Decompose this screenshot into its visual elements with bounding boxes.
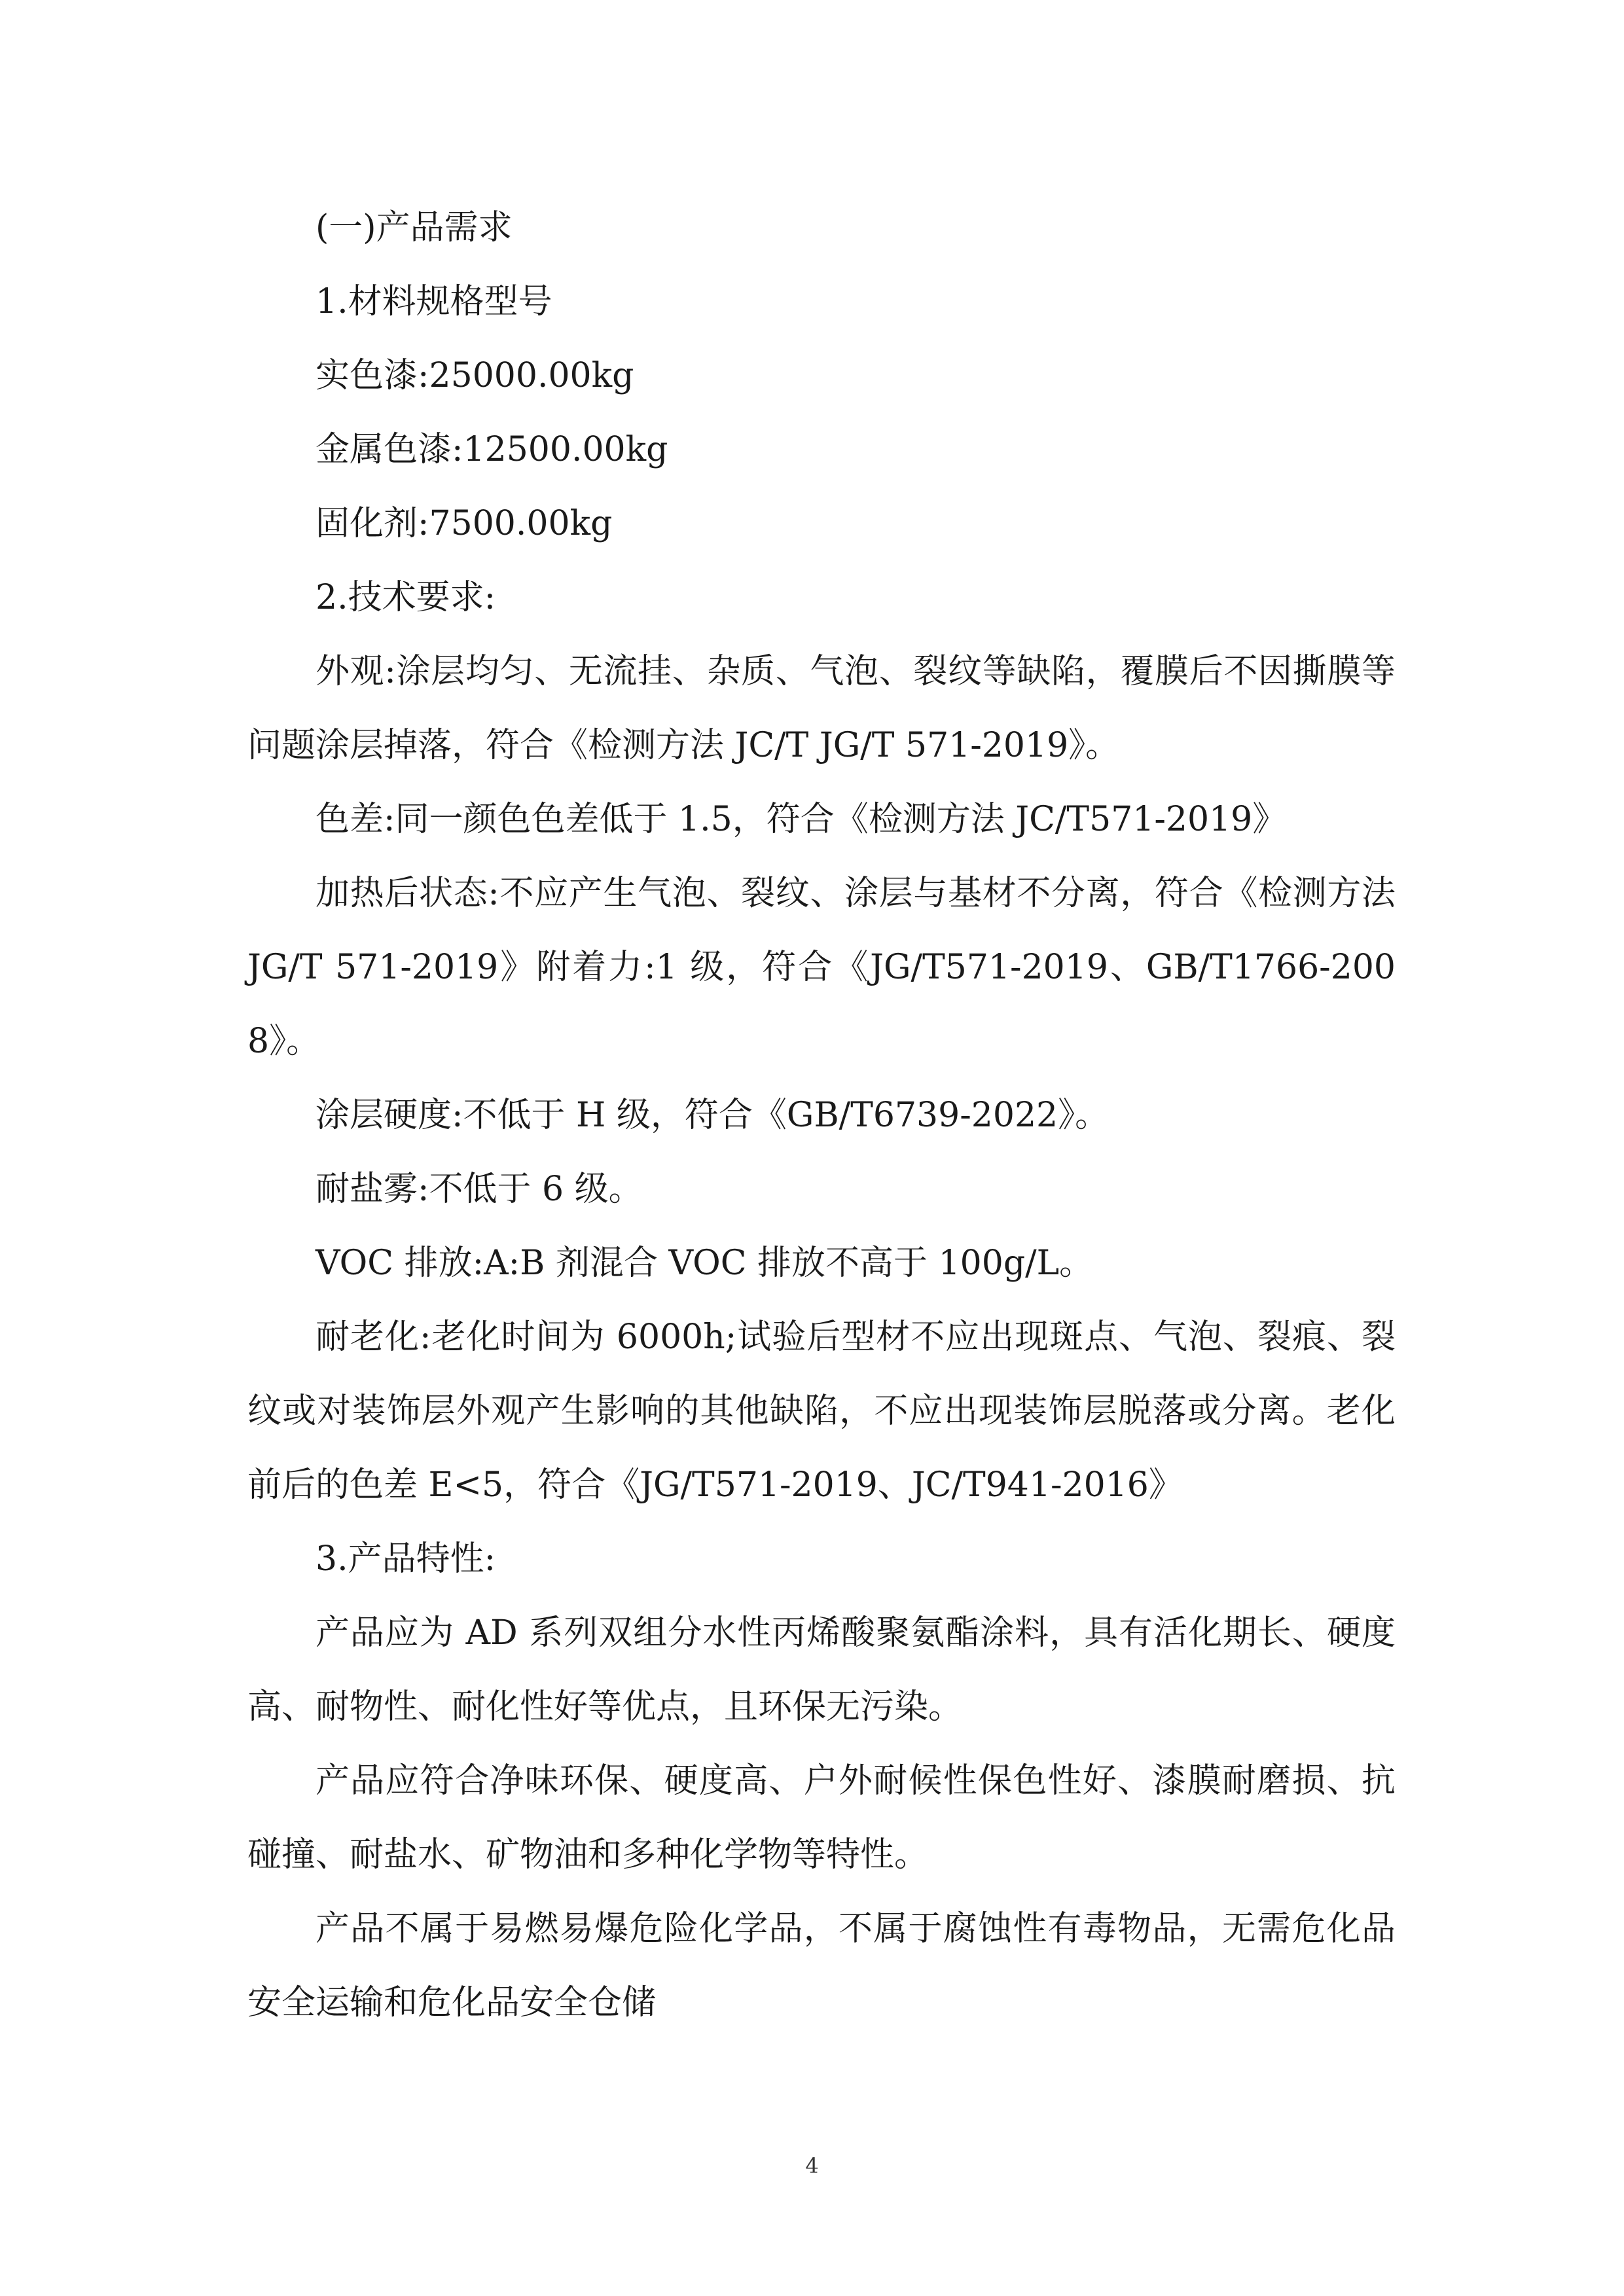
requirement-paragraph: 涂层硬度:不低于 H 级，符合《GB/T6739-2022》。 — [316, 1096, 1110, 1135]
document-body — [247, 191, 1396, 2040]
subsection-heading: 3.产品特性: — [316, 1539, 496, 1579]
feature-paragraph: 产品应为 AD 系列双组分水性丙烯酸聚氨酯涂料，具有活化期长、硬度高、耐物性、耐化性好等优点，且环保无污染。 — [247, 1613, 1396, 1727]
requirement-paragraph: 外观:涂层均匀、无流挂、杂质、气泡、裂纹等缺陷，覆膜后不因撕膜等问题涂层掉落，符合《检测方法 JC/T JG/T 571-2019》。 — [247, 652, 1396, 765]
section-heading: (一)产品需求 — [316, 208, 513, 247]
page-number: 4 — [805, 2153, 819, 2178]
requirement-paragraph: 加热后状态:不应产生气泡、裂纹、涂层与基材不分离，符合《检测方法 JG/T 571-2019》附着力:1 级，符合《JG/T571-2019、GB/T1766-2008》。 — [247, 874, 1396, 1061]
feature-paragraph: 产品不属于易燃易爆危险化学品，不属于腐蚀性有毒物品，无需危化品安全运输和危化品安全仓储 — [247, 1909, 1396, 2022]
subsection-heading: 1.材料规格型号 — [316, 282, 552, 321]
feature-paragraph: 产品应符合净味环保、硬度高、户外耐候性保色性好、漆膜耐磨损、抗碰撞、耐盐水、矿物油和多种化学物等特性。 — [247, 1761, 1396, 1874]
subsection-heading: 2.技术要求: — [316, 578, 496, 617]
requirement-paragraph: VOC 排放:A:B 剂混合 VOC 排放不高于 100g/L。 — [316, 1244, 1094, 1283]
requirement-paragraph: 耐盐雾:不低于 6 级。 — [316, 1170, 643, 1209]
requirement-paragraph: 耐老化:老化时间为 6000h;试验后型材不应出现斑点、气泡、裂痕、裂纹或对装饰层外观产生影响的其他缺陷，不应出现装饰层脱落或分离。老化前后的色差 E<5，符合《JG/T571-2019、JC/T941-2016》 — [247, 1318, 1396, 1505]
requirement-paragraph: 色差:同一颜色色差低于 1.5，符合《检测方法 JC/T571-2019》 — [316, 800, 1287, 839]
spec-line: 固化剂:7500.00kg — [316, 504, 613, 543]
spec-line: 金属色漆:12500.00kg — [316, 430, 668, 469]
spec-line: 实色漆:25000.00kg — [316, 356, 634, 395]
